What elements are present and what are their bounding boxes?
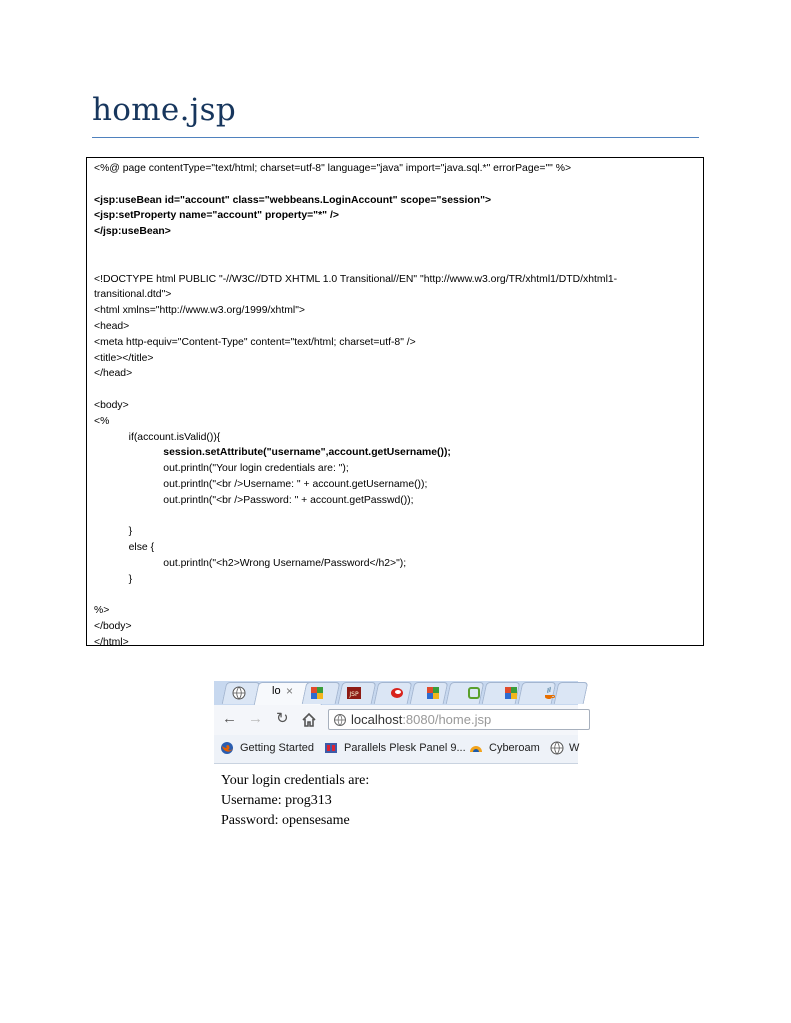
code-line: <% — [94, 415, 110, 427]
back-arrow-icon[interactable]: ← — [222, 710, 237, 727]
code-line — [94, 382, 699, 398]
code-line — [94, 509, 699, 525]
code-line: <meta http-equiv="Content-Type" content="text/html; charset=utf-8" /> — [94, 336, 416, 348]
heading-rule — [92, 137, 699, 138]
output-line: Your login credentials are: — [221, 773, 370, 788]
bookmark-cyberoam[interactable]: Cyberoam — [489, 742, 540, 754]
output-line: Username: prog313 — [221, 793, 332, 808]
code-line — [94, 177, 699, 193]
code-line: <head> — [94, 320, 130, 332]
url-text — [351, 712, 491, 727]
red-swirl-favicon-icon — [390, 686, 404, 700]
code-line: } — [94, 526, 133, 538]
bookmark-w[interactable]: W — [569, 742, 580, 754]
bookmarks-bar — [214, 735, 578, 764]
output-line: Password: opensesame — [221, 813, 350, 828]
code-line: </jsp:useBean> — [94, 226, 171, 238]
address-bar[interactable] — [328, 709, 590, 730]
code-line: out.println("<h2>Wrong Username/Password</h2>"); — [94, 557, 407, 569]
bookmark-getting-started[interactable]: Getting Started — [240, 742, 314, 754]
grid-favicon-icon — [426, 686, 440, 700]
jsp-favicon-icon — [347, 686, 361, 700]
code-line: </body> — [94, 621, 132, 633]
globe-icon — [232, 686, 246, 700]
svg-text:JSP: JSP — [349, 691, 359, 698]
home-icon[interactable] — [302, 713, 316, 727]
page-globe-icon — [333, 713, 347, 727]
code-listing — [94, 161, 699, 651]
url-path: :8080/home.jsp — [402, 712, 492, 727]
navigation-toolbar — [214, 705, 578, 735]
green-square-favicon-icon — [467, 686, 481, 700]
url-host: localhost — [351, 712, 403, 727]
document-heading: home.jsp — [92, 92, 236, 128]
bookmark-parallels-plesk[interactable]: Parallels Plesk Panel 9... — [344, 742, 466, 754]
code-line: <jsp:setProperty name="account" property="*" /> — [94, 210, 339, 222]
tab-9[interactable] — [554, 682, 589, 704]
code-line: <jsp:useBean id="account" class="webbeans.LoginAccount" scope="session"> — [94, 194, 492, 206]
page-output — [221, 771, 369, 831]
code-line: transitional.dtd"> — [94, 289, 172, 301]
code-line: %> — [94, 605, 110, 617]
code-line: <title></title> — [94, 352, 154, 364]
grid-favicon-icon — [504, 686, 518, 700]
code-line — [94, 240, 699, 256]
code-line: <%@ page contentType="text/html; charset=utf-8" language="java" import="java.sql.*" errorPage="" %> — [94, 163, 572, 174]
reload-icon[interactable]: ↻ — [276, 710, 289, 727]
code-line: </head> — [94, 368, 133, 380]
browser-screenshot — [214, 681, 578, 763]
code-line: if(account.isValid()){ — [94, 431, 221, 443]
code-line — [94, 256, 699, 272]
cyberoam-icon — [469, 741, 483, 755]
code-line: <!DOCTYPE html PUBLIC "-//W3C//DTD XHTML 1.0 Transitional//EN" "http://www.w3.org/TR/xhtml1/DTD/xhtml1- — [94, 273, 618, 285]
code-line: else { — [94, 542, 155, 554]
forward-arrow-icon[interactable]: → — [248, 710, 263, 727]
globe-bookmark-icon — [550, 741, 564, 755]
code-line: out.println("<br />Username: " + account.getUsername()); — [94, 478, 428, 490]
grid-favicon-icon — [310, 686, 324, 700]
code-line: } — [94, 573, 133, 585]
code-line: </html> — [94, 636, 129, 648]
plesk-icon — [324, 741, 338, 755]
code-line: out.println("<br />Password: " + account.getPasswd()); — [94, 494, 414, 506]
code-line: session.setAttribute("username",account.getUsername()); — [94, 447, 451, 459]
firefox-icon — [220, 741, 234, 755]
close-tab-icon[interactable]: × — [286, 684, 294, 698]
code-listing-box — [86, 157, 704, 646]
active-tab-label: lo — [272, 685, 281, 697]
code-line: <body> — [94, 399, 129, 411]
tab-bar — [214, 681, 578, 706]
code-line: out.println("Your login credentials are: "); — [94, 463, 349, 475]
code-line: <html xmlns="http://www.w3.org/1999/xhtml"> — [94, 305, 305, 317]
code-line — [94, 588, 699, 604]
